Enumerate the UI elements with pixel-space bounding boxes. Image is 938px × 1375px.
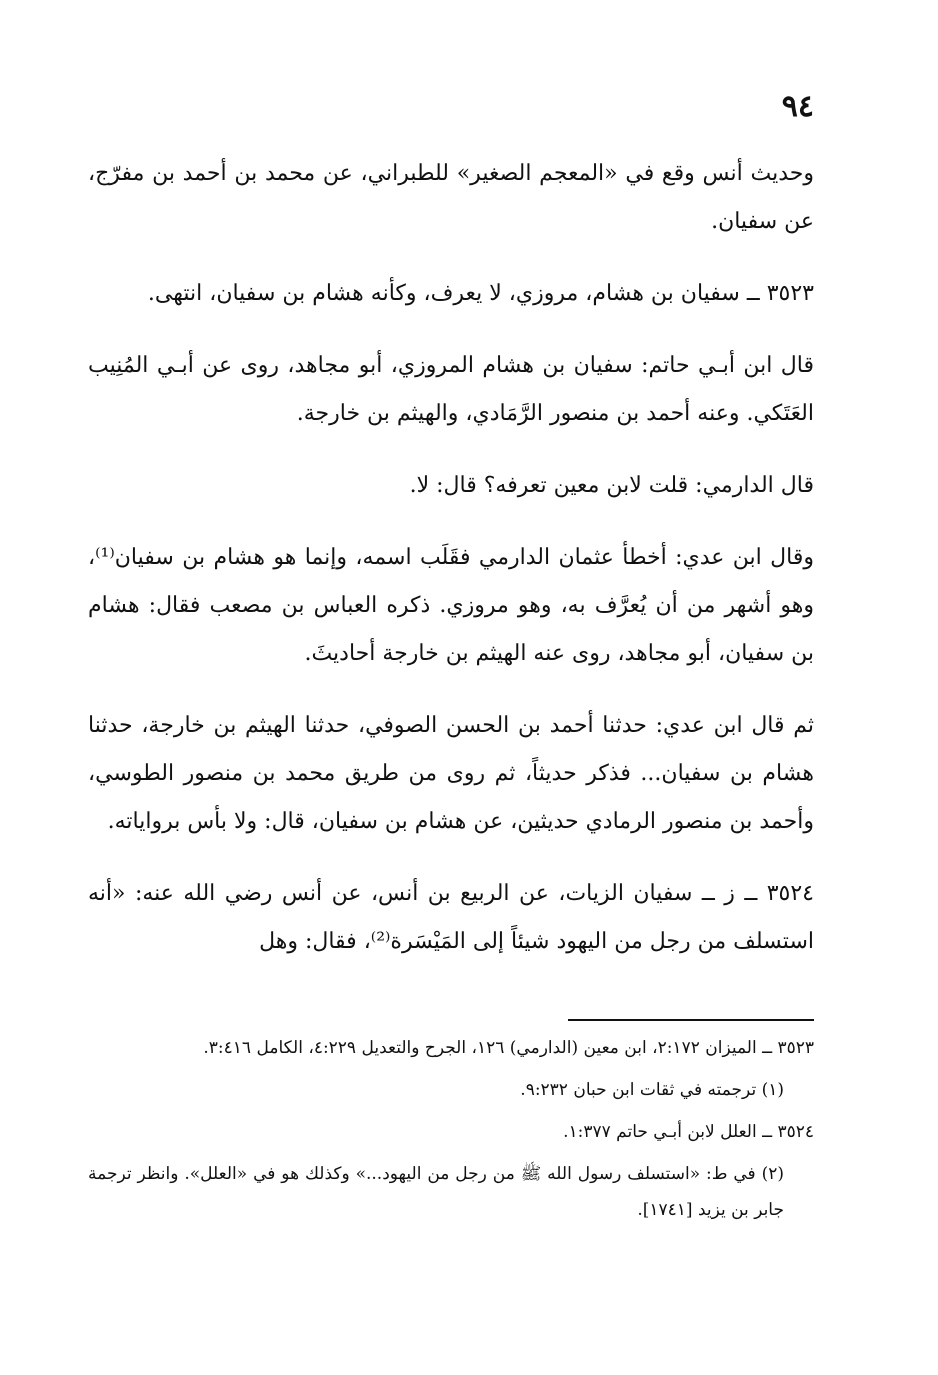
footnote-3524: ٣٥٢٤ ــ العلل لابن أبـي حاتم ١:٣٧٧. <box>563 1122 814 1142</box>
paragraph-1: وحديث أنس وقع في «المعجم الصغير» للطبراني، عن محمد بن أحمد بن مفرّج، عن سفيان. <box>88 161 814 234</box>
paragraph-3: قال ابن أبـي حاتم: سفيان بن هشام المروزي، أبو مجاهد، روى عن أبـي المُنِيب العَتَكي. وعنه أحمد بن منصور الرَّمَادي، والهيثم بن خارجة. <box>88 353 814 426</box>
footnote-divider <box>568 1019 814 1021</box>
main-text <box>88 150 814 990</box>
footnote-2: (٢) في ط: «استسلف رسول الله ﷺ من رجل من اليهود...» وكذلك هو في «العلل». وانظر ترجمة جابر بن يزيد [١٧٤١]. <box>88 1164 784 1220</box>
paragraph-5: وقال ابن عدي: أخطأ عثمان الدارمي فقَلَب اسمه، وإنما هو هشام بن سفيان⁽¹⁾، وهو أشهر من أن يُعرَّف به، وهو مروزي. ذكره العباس بن مصعب فقال: هشام بن سفيان، أبو مجاهد، روى عنه الهيثم بن خارجة أحاديثَ. <box>88 545 814 666</box>
footnotes <box>88 1030 814 1234</box>
page-number: ٩٤ <box>781 89 814 124</box>
paragraph-4: قال الدارمي: قلت لابن معين تعرفه؟ قال: لا. <box>409 473 814 498</box>
paragraph-6: ثم قال ابن عدي: حدثنا أحمد بن الحسن الصوفي، حدثنا الهيثم بن خارجة، حدثنا هشام بن سفيان... فذكر حديثاً، ثم روى من طريق محمد بن منصور الطوسي، وأحمد بن منصور الرمادي حديثين، عن هشام بن سفيان، قال: ولا بأس برواياته. <box>88 713 814 834</box>
footnote-3523: ٣٥٢٣ ــ الميزان ٢:١٧٢، ابن معين (الدارمي) ١٢٦، الجرح والتعديل ٤:٢٢٩، الكامل ٣:٤١٦. <box>203 1038 814 1058</box>
paragraph-entry-3523: ٣٥٢٣ ــ سفيان بن هشام، مروزي، لا يعرف، وكأنه هشام بن سفيان، انتهى. <box>147 281 814 306</box>
paragraph-entry-3524: ٣٥٢٤ ــ ز ــ سفيان الزيات، عن الربيع بن أنس، عن أنس رضي الله عنه: «أنه استسلف من رجل من اليهود شيئاً إلى المَيْسَرة⁽²⁾، فقال: وهل <box>88 881 814 954</box>
footnote-1: (١) ترجمته في ثقات ابن حبان ٩:٢٣٢. <box>520 1080 784 1100</box>
